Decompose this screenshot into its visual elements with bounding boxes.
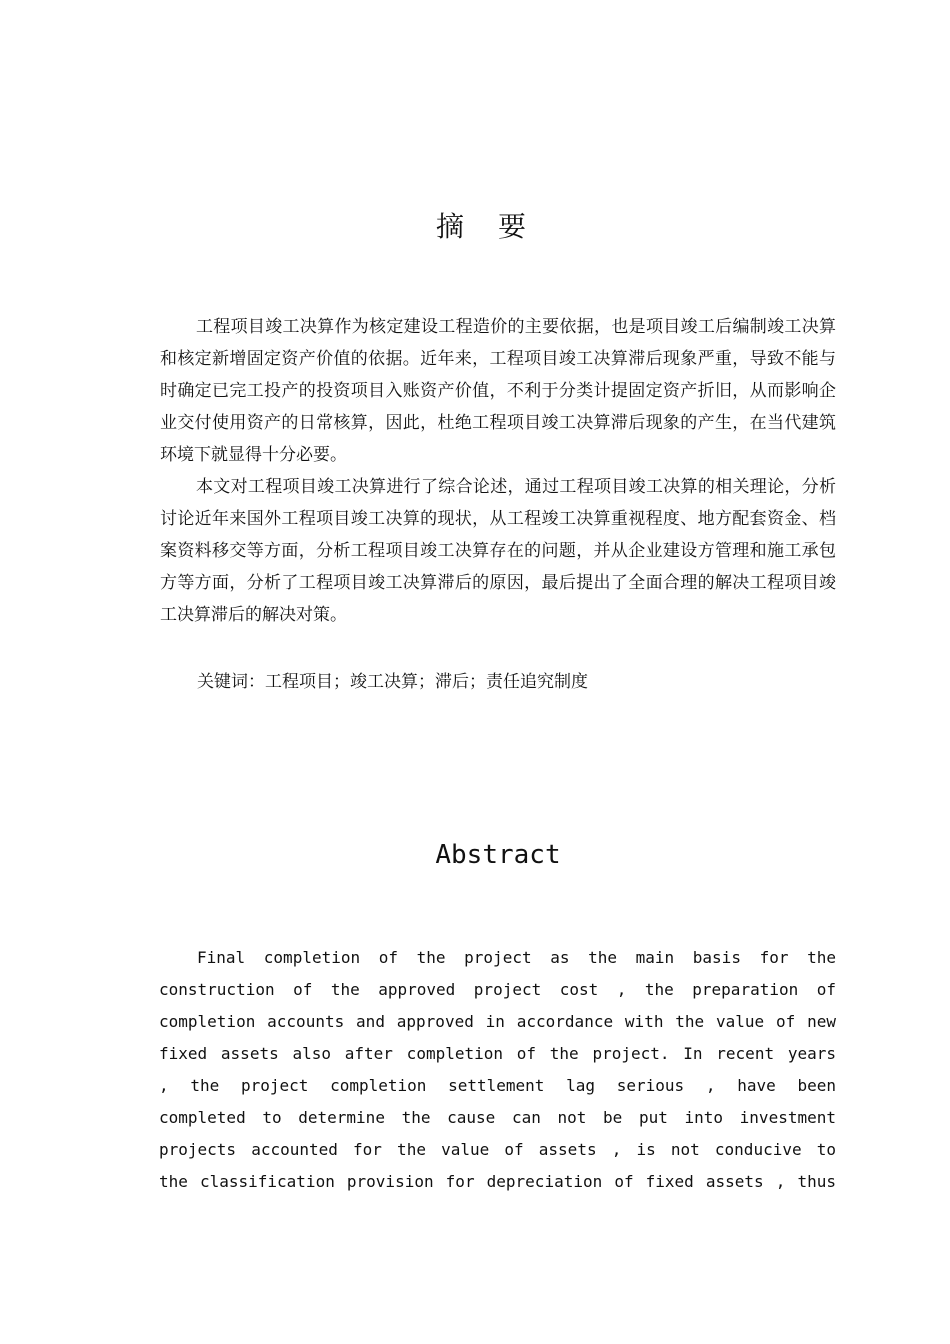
english-abstract-body	[159, 942, 836, 1198]
chinese-abstract-title: 摘要	[435, 210, 560, 243]
english-abstract-paragraph: Final completion of the project as the main basis for the construction of the approved project cost , the preparation of completion accounts and approved in accordance with the value of new fixed assets also after completion of the project. In recent years , the project completion settlement lag serious , have been completed to determine the cause can not be put into investment projects accounted for the value of assets , is not conducive to the classification provision for depreciation of fixed assets , thus	[159, 948, 836, 1191]
chinese-abstract-paragraph-1: 工程项目竣工决算作为核定建设工程造价的主要依据，也是项目竣工后编制竣工决算和核定新增固定资产价值的依据。近年来，工程项目竣工决算滞后现象严重，导致不能与时确定已完工投产的投资项目入账资产价值，不利于分类计提固定资产折旧，从而影响企业交付使用资产的日常核算，因此，杜绝工程项目竣工决算滞后现象的产生，在当代建筑环境下就显得十分必要。	[160, 317, 836, 465]
chinese-keywords: 关键词：工程项目；竣工决算；滞后；责任追究制度	[197, 672, 588, 692]
chinese-abstract-paragraph-2: 本文对工程项目竣工决算进行了综合论述，通过工程项目竣工决算的相关理论，分析讨论近年来国外工程项目竣工决算的现状，从工程竣工决算重视程度、地方配套资金、档案资料移交等方面，分析工程项目竣工决算存在的问题，并从企业建设方管理和施工承包方等方面，分析了工程项目竣工决算滞后的原因，最后提出了全面合理的解决工程项目竣工决算滞后的解决对策。	[160, 477, 836, 625]
chinese-abstract-body	[160, 311, 836, 631]
english-abstract-title: Abstract	[435, 840, 561, 870]
